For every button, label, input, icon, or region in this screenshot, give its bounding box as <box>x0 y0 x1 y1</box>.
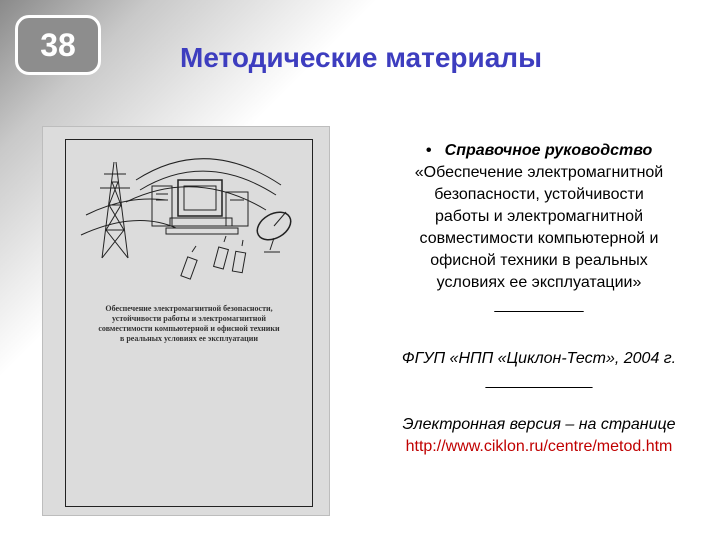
title-line: офисной техники в реальных <box>430 252 648 269</box>
book-cover-image <box>42 126 330 516</box>
separator: ____________ <box>485 372 593 389</box>
cover-caption-line: совместимости компьютерной и офисной техники <box>98 324 280 333</box>
title-line: безопасности, устойчивости <box>434 186 644 203</box>
title-line: «Обеспечение электромагнитной <box>414 164 664 181</box>
separator: __________ <box>494 296 584 313</box>
cover-caption-line: устойчивости работы и электромагнитной <box>112 314 266 323</box>
cover-illustration <box>66 140 312 290</box>
page-title: Методические материалы <box>180 42 542 73</box>
description-block <box>376 140 702 458</box>
cover-caption-line: в реальных условиях ее эксплуатации <box>120 334 258 343</box>
title-line: совместимости компьютерной и <box>419 230 659 247</box>
book-cover-caption <box>72 304 306 344</box>
slide-number-badge: 38 <box>15 15 101 75</box>
electronic-version-note: Электронная версия – на странице <box>402 416 676 433</box>
title-line: работы и электромагнитной <box>434 208 644 225</box>
bullet-heading <box>376 140 702 162</box>
satellite-dish-icon <box>252 207 295 252</box>
book-cover-frame <box>65 139 313 507</box>
title-line: условиях ее эксплуатации» <box>436 274 642 291</box>
organization-line: ФГУП «НПП «Циклон-Тест», 2004 г. <box>401 350 677 367</box>
mobile-phone-icon <box>181 236 246 279</box>
computer-icon <box>152 180 248 234</box>
transmission-tower-icon <box>100 162 130 258</box>
cover-caption-line: Обеспечение электромагнитной безопасности, <box>105 304 273 313</box>
heading-text: Справочное руководство <box>444 142 653 159</box>
url-link[interactable]: http://www.ciklon.ru/centre/metod.htm <box>405 438 673 455</box>
bullet-icon: • <box>425 142 432 159</box>
